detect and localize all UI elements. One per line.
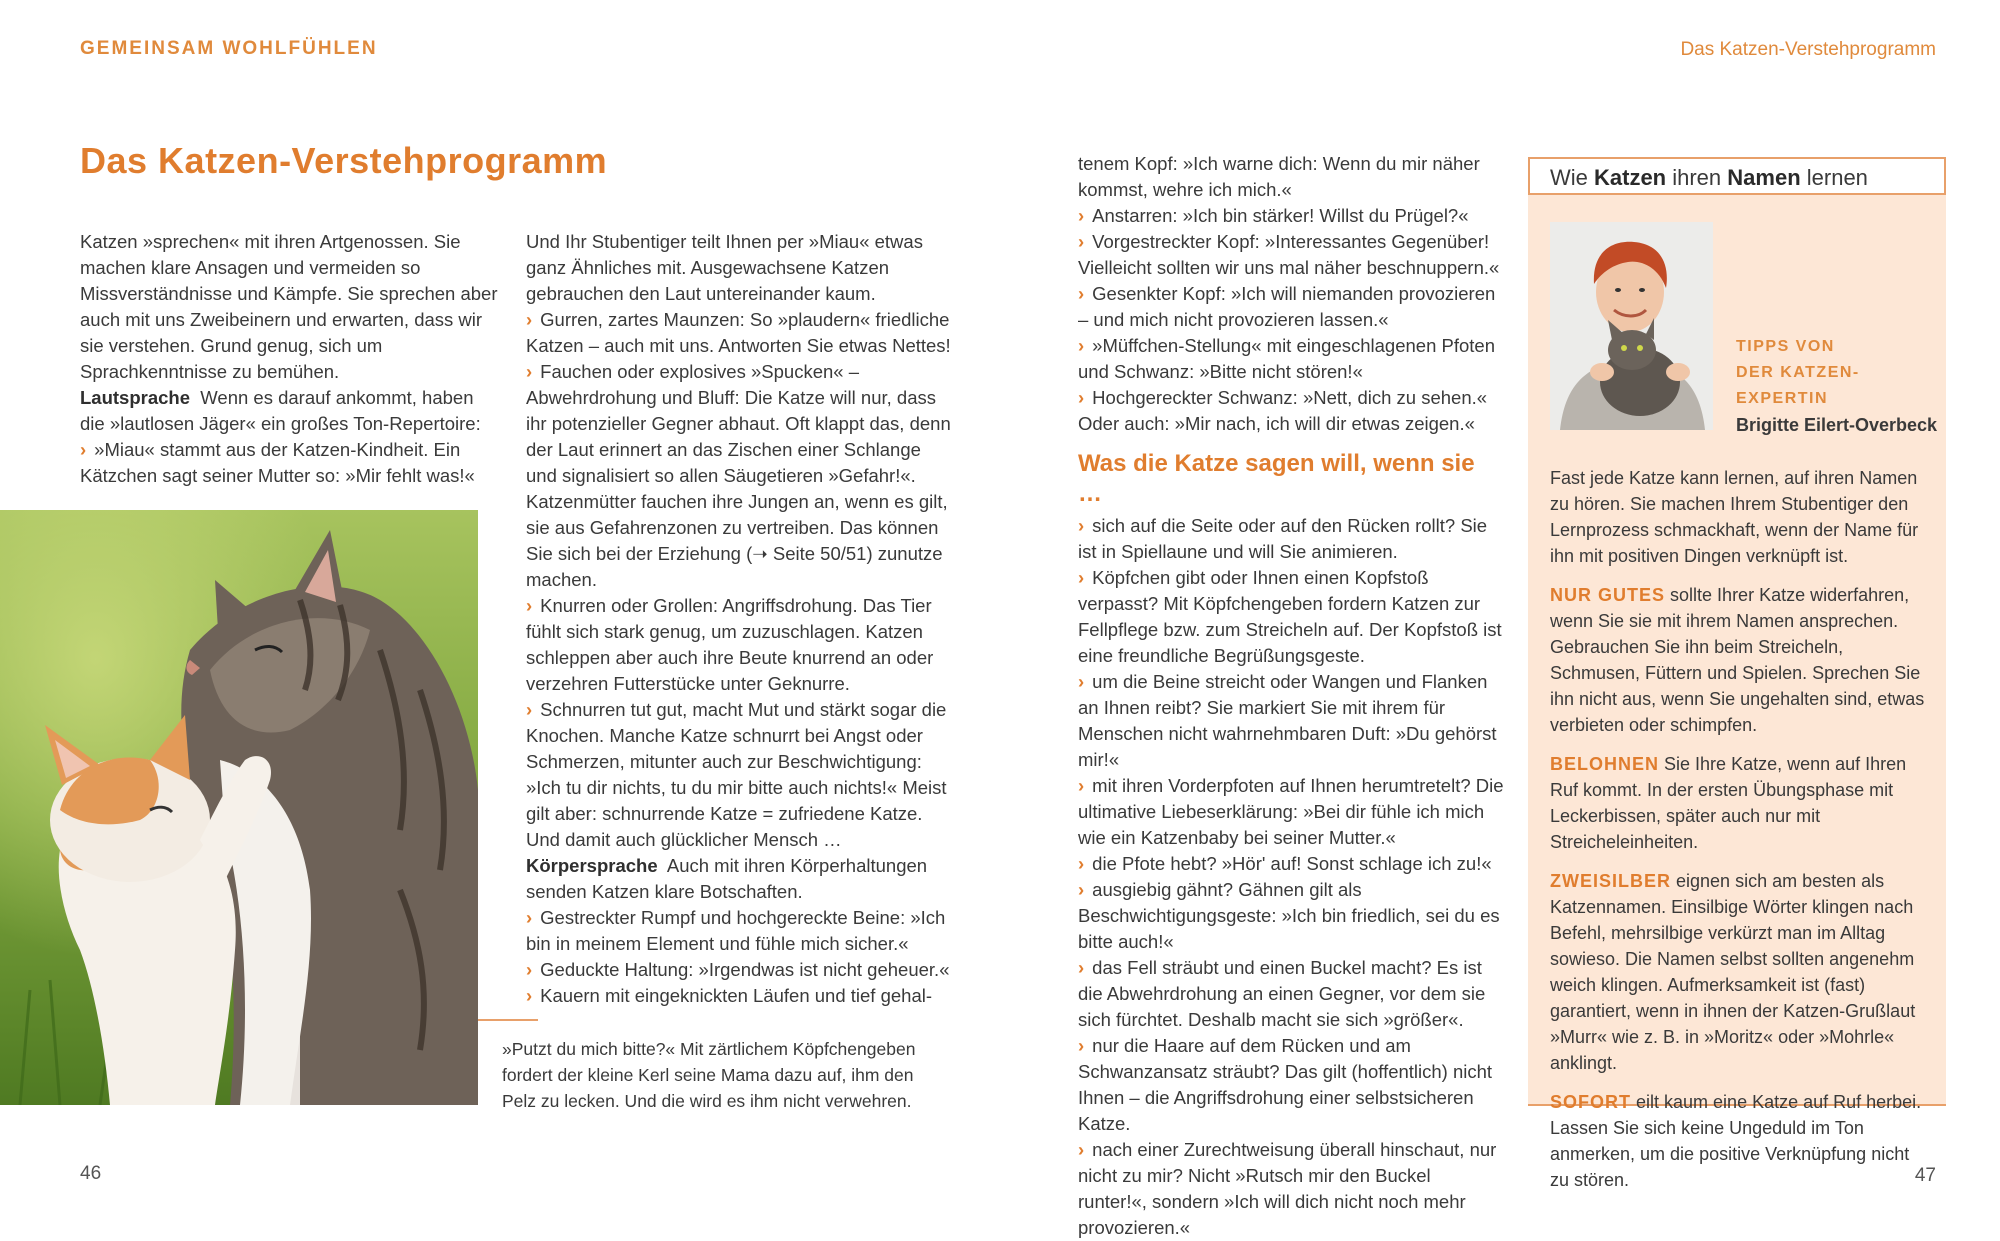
expert-photo (1550, 222, 1713, 430)
cat-photo-illustration (0, 510, 478, 1105)
list-item: Geduckte Haltung: »Irgendwas ist nicht geheuer.« (540, 959, 950, 980)
list-item: Kauern mit eingeknickten Läufen und tief gehal- (540, 985, 933, 1006)
tip-item: ZWEISILBER eignen sich am besten als Katzennamen. Einsilbige Wörter klingen nach Befehl, mehrsilbige verkürzt man im Alltag sowieso. Die Namen selbst sollten angenehm weich klingen. Aufmerksamkeit ist (fast) garantiert, wenn in ihnen der Katzen-Grußlaut »Murr« wie z. B. in »Moritz« oder »Mohrle« anklingt. (1550, 871, 1916, 1073)
running-head-right: Das Katzen-Verstehprogramm (1680, 39, 1936, 60)
lautsprache-heading: Lautsprache (80, 387, 191, 408)
arrow-icon: › (1078, 567, 1085, 588)
arrow-icon: › (1078, 1139, 1085, 1160)
list-item: Gestreckter Rumpf und hochgereckte Beine: »Ich bin in meinem Element und fühle mich sicher.« (526, 907, 946, 954)
tip-intro: Fast jede Katze kann lernen, auf ihren Namen zu hören. Sie machen Ihrem Stubentiger den Lernprozess schmackhaft, wenn der Name für ihn mit positiven Dingen verknüpft ist. (1550, 468, 1919, 566)
photo-caption: »Putzt du mich bitte?« Mit zärtlichem Köpfchengeben fordert der kleine Kerl seine Mama dazu auf, ihm den Pelz zu lecken. Und die wird es ihm nicht verwehren. (502, 1039, 916, 1111)
arrow-icon: › (1078, 387, 1085, 408)
arrow-icon: › (1078, 671, 1085, 692)
col3-continued: tenem Kopf: »Ich warne dich: Wenn du mir näher kommst, wehre ich mich.« (1078, 153, 1480, 200)
running-head-left: GEMEINSAM WOHLFÜHLEN (80, 38, 378, 59)
arrow-icon: › (1078, 515, 1085, 536)
tip-item: SOFORT eilt kaum eine Katze auf Ruf herbei. Lassen Sie sich keine Ungeduld im Ton anmerken, um die positive Verknüpfung nicht zu stören. (1550, 1092, 1922, 1190)
arrow-icon: › (526, 985, 533, 1006)
arrow-icon: › (1078, 1035, 1085, 1056)
expert-portrait-illustration (1550, 222, 1713, 430)
arrow-icon: › (526, 699, 533, 720)
cat-photo (0, 510, 478, 1105)
arrow-icon: › (1078, 205, 1085, 226)
arrow-icon: › (80, 439, 87, 460)
list-item: »Müffchen-Stellung« mit eingeschlagenen Pfoten und Schwanz: »Bitte nicht stören!« (1078, 335, 1495, 382)
page-title: Das Katzen-Verstehprogramm (80, 140, 608, 181)
column-1 (80, 229, 500, 489)
lautsprache-text: Wenn es darauf ankommt, haben die »lautlosen Jäger« ein großes Ton-Repertoire: (80, 387, 481, 434)
arrow-icon: › (1078, 775, 1085, 796)
list-item: nach einer Zurechtweisung überall hinschaut, nur nicht zu mir? Nicht »Rutsch mir den Buckel runter!«, sondern »Ich will dich nicht noch mehr provozieren.« (1078, 1139, 1497, 1238)
list-item: die Pfote hebt? »Hör' auf! Sonst schlage ich zu!« (1092, 853, 1492, 874)
arrow-icon: › (526, 907, 533, 928)
column-3 (1078, 151, 1504, 1241)
tip-item: BELOHNEN Sie Ihre Katze, wenn auf Ihren Ruf kommt. In der ersten Übungsphase mit Leckerbissen, später auch nur mit Streicheleinheiten. (1550, 754, 1907, 852)
arrow-icon: › (526, 361, 533, 382)
arrow-icon: › (1078, 335, 1085, 356)
arrow-icon: › (526, 595, 533, 616)
list-item: Köpfchen gibt oder Ihnen einen Kopfstoß verpasst? Mit Köpfchengeben fordern Katzen zur Fellpflege bzw. zum Streicheln auf. Der Kopfstoß ist eine freundliche Begrüßungsgeste. (1078, 567, 1502, 666)
list-item: Hochgereckter Schwanz: »Nett, dich zu sehen.« Oder auch: »Mir nach, ich will dir etwas zeigen.« (1078, 387, 1488, 434)
arrow-icon: › (526, 959, 533, 980)
col2-intro: Und Ihr Stubentiger teilt Ihnen per »Miau« etwas ganz Ähnliches mit. Ausgewachsene Katzen gebrauchen den Laut untereinander kaum. (526, 231, 923, 304)
list-item: um die Beine streicht oder Wangen und Flanken an Ihnen reibt? Sie markiert Sie mit ihrem für Menschen nicht wahrnehmbaren Duft: »Du gehörst mir!« (1078, 671, 1497, 770)
list-item: Schnurren tut gut, macht Mut und stärkt sogar die Knochen. Manche Katze schnurrt bei Angst oder Schmerzen, mitunter auch zur Beschwichtigung: »Ich tu dir nichts, tu du mir bitte auch nichts!« Meist gilt aber: schnurrende Katze = zufriedene Katze. Und damit auch glücklicher Mensch … (526, 699, 947, 850)
list-item: sich auf die Seite oder auf den Rücken rollt? Sie ist in Spiellaune und will Sie animieren. (1078, 515, 1488, 562)
arrow-icon: › (526, 309, 533, 330)
list-item: Knurren oder Grollen: Angriffsdrohung. Das Tier fühlt sich stark genug, um zuzuschlagen. Katzen schleppen aber auch ihre Beute knurrend an oder verzehren Futterstücke unter Geknurre. (526, 595, 934, 694)
list-item: ausgiebig gähnt? Gähnen gilt als Beschwichtigungsgeste: »Ich bin friedlich, sei du es bitte auch!« (1078, 879, 1500, 952)
list-item: mit ihren Vorderpfoten auf Ihnen herumtretelt? Die ultimative Liebeserklärung: »Bei dir fühle ich mich wie ein Katzenbaby bei seiner Mutter.« (1078, 775, 1504, 848)
arrow-icon: › (1078, 957, 1085, 978)
tip-box-text (1550, 465, 1932, 1206)
list-item: »Miau« stammt aus der Katzen-Kindheit. Ein Kätzchen sagt seiner Mutter so: »Mir fehlt was!« (80, 439, 475, 486)
column-2 (526, 229, 952, 1009)
list-item: nur die Haare auf dem Rücken und am Schwanzansatz sträubt? Das gilt (hoffentlich) nicht Ihnen – die Angriffsdrohung einer selbstsicheren Katze. (1078, 1035, 1493, 1134)
page-number-right: 47 (1914, 1165, 1936, 1186)
arrow-icon: › (1078, 853, 1085, 874)
tip-box-title: Wie Katzen ihren Namen lernen (1528, 157, 1946, 195)
intro-paragraph: Katzen »sprechen« mit ihren Artgenossen. Sie machen klare Ansagen und vermeiden so Missverständnisse und Kämpfe. Sie sprechen aber auch mit uns Zweibeinern und erwarten, dass wir sie verstehen. Grund genug, sich um Sprachkenntnisse zu bemühen. (80, 231, 498, 382)
caption-rule (478, 1019, 538, 1021)
list-item: Anstarren: »Ich bin stärker! Willst du Prügel?« (1092, 205, 1469, 226)
page-number-left: 46 (80, 1163, 102, 1184)
expert-name: Brigitte Eilert-Overbeck (1736, 415, 1938, 435)
list-item: Vorgestreckter Kopf: »Interessantes Gegenüber! Vielleicht sollten wir uns mal näher beschnuppern.« (1078, 231, 1500, 278)
list-item: Gurren, zartes Maunzen: So »plaudern« friedliche Katzen – auch mit uns. Antworten Sie etwas Nettes! (526, 309, 951, 356)
tip-item: NUR GUTES sollte Ihrer Katze widerfahren, wenn Sie sie mit ihrem Namen ansprechen. Gebrauchen Sie ihn beim Streicheln, Schmusen, Füttern und Spielen. Sprechen Sie ihn nicht aus, wenn Sie ungehalten sind, etwas verbieten oder schimpfen. (1550, 585, 1925, 735)
arrow-icon: › (1078, 231, 1085, 252)
tips-label-2: DER KATZEN-EXPERTIN (1736, 364, 1860, 407)
list-item: das Fell sträubt und einen Buckel macht? Es ist die Abwehrdrohung an einen Gegner, vor dem sie sich fürchtet. Deshalb macht sie sich »größer«. (1078, 957, 1486, 1030)
koerpersprache-heading: Körpersprache (526, 855, 658, 876)
subheading: Was die Katze sagen will, wenn sie … (1078, 450, 1475, 507)
arrow-icon: › (1078, 283, 1085, 304)
list-item: Gesenkter Kopf: »Ich will niemanden provozieren – und mich nicht provozieren lassen.« (1078, 283, 1496, 330)
expert-credit (1736, 334, 1946, 438)
tips-label-1: TIPPS VON (1736, 338, 1835, 355)
list-item: Fauchen oder explosives »Spucken« – Abwehrdrohung und Bluff: Die Katze will nur, dass ihr potenzieller Gegner abhaut. Oft klappt das, denn der Laut erinnert an das Zischen einer Schlange und signalisiert so allen Säugetieren »Gefahr!«. Katzenmütter fauchen ihre Jungen an, wenn es gilt, sie aus Gefahrenzonen zu vertreiben. Das können Sie sich bei der Erziehung (➝ Seite 50/51) zunutze machen. (526, 361, 951, 590)
koerpersprache-text: Auch mit ihren Körperhaltungen senden Katzen klare Botschaften. (526, 855, 928, 902)
arrow-icon: › (1078, 879, 1085, 900)
